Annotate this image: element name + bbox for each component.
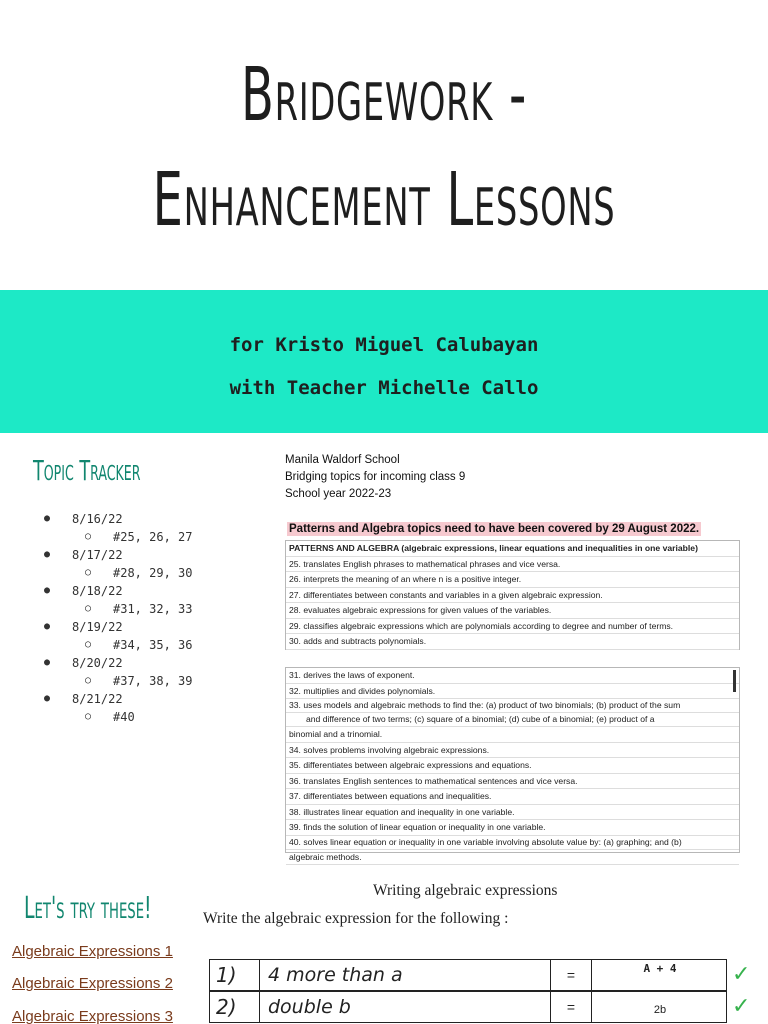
link-algebraic-expressions-3[interactable]: Algebraic Expressions 3 [12,1008,173,1024]
circle-bullet-icon: ○ [85,639,92,650]
tracker-items: ○ #37, 38, 39 [85,674,193,688]
topic-row: 33. uses models and algebraic methods to find the: (a) product of two binomials; (b) product of the sum [286,699,739,713]
check-icon: ✓ [732,961,751,986]
topic-row: 27. differentiates between constants and variables in a given algebraic expression. [286,588,739,604]
topic-row: binomial and a trinomial. [286,727,739,743]
circle-bullet-icon: ○ [85,567,92,578]
exercise-number: 1) [210,960,260,990]
tracker-items: ○ #31, 32, 33 [85,602,193,616]
check-icon: ✓ [732,993,751,1018]
scrollbar [733,670,736,692]
topic-row: 35. differentiates between algebraic expressions and equations. [286,758,739,774]
topic-row: 28. evaluates algebraic expressions for given values of the variables. [286,603,739,619]
equals-sign: = [550,960,592,990]
school-year: School year 2022-23 [285,488,392,500]
topic-row: 40. solves linear equation or inequality in one variable involving absolute value by: (a) graphing; and (b) [286,836,739,850]
topic-row: algebraic methods. [286,850,739,866]
topic-tracker-list [40,510,270,726]
circle-bullet-icon: ○ [85,603,92,614]
doc-subtitle: Bridging topics for incoming class 9 [285,471,466,483]
tracker-items: ○ #40 [85,710,135,724]
topics-table-1 [285,540,740,650]
exercise-row [209,959,727,991]
topics-table-2 [285,667,740,862]
topic-row: 26. interprets the meaning of an where n is a positive integer. [286,572,739,588]
tracker-date: ● 8/21/22 [44,692,123,706]
topic-row: 30. adds and subtracts polynomials. [286,634,739,650]
topic-tracker-heading: Topic Tracker [33,454,141,487]
topic-row: 37. differentiates between equations and inequalities. [286,789,739,805]
exercise-answer: A + 4 [643,962,677,975]
link-algebraic-expressions-1[interactable]: Algebraic Expressions 1 [12,943,173,960]
tracker-date: ● 8/19/22 [44,620,123,634]
link-algebraic-expressions-2[interactable]: Algebraic Expressions 2 [12,975,173,992]
exercise-instruction: Write the algebraic expression for the following : [203,910,509,927]
circle-bullet-icon: ○ [85,675,92,686]
bullet-icon: ● [44,621,51,632]
bullet-icon: ● [44,693,51,704]
exercise-phrase: 4 more than a [268,964,403,986]
circle-bullet-icon: ○ [85,531,92,542]
circle-bullet-icon: ○ [85,711,92,722]
bullet-icon: ● [44,657,51,668]
tracker-date: ● 8/16/22 [44,512,123,526]
page-title-line-2: Enhancement Lessons [152,157,616,243]
exercise-answer: 2b [653,1004,667,1016]
school-name: Manila Waldorf School [285,454,400,466]
tracker-items: ○ #25, 26, 27 [85,530,193,544]
tracker-date: ● 8/20/22 [44,656,123,670]
exercise-number: 2) [210,992,260,1022]
topics-table-header: PATTERNS AND ALGEBRA (algebraic expressions, linear equations and inequalities in one variable) [286,541,739,557]
topic-row: and difference of two terms; (c) square of a binomial; (d) cube of a binomial; (e) product of a [286,713,739,727]
title-block [0,0,768,290]
school-topics-document [285,452,745,862]
topic-row: 25. translates English phrases to mathematical phrases and vice versa. [286,557,739,573]
lets-try-heading: Let's try these! [24,891,152,926]
tracker-date: ● 8/18/22 [44,584,123,598]
topic-row: 38. illustrates linear equation and inequality in one variable. [286,805,739,821]
bullet-icon: ● [44,585,51,596]
page-title-line-1: Bridgework - [241,52,527,138]
banner-teacher-line: with Teacher Michelle Callo [229,377,539,399]
topic-row: 32. multiplies and divides polynomials. [286,684,739,700]
topic-row: 31. derives the laws of exponent. [286,668,739,684]
tracker-items: ○ #28, 29, 30 [85,566,193,580]
topic-row: 29. classifies algebraic expressions which are polynomials according to degree and number of terms. [286,619,739,635]
bullet-icon: ● [44,549,51,560]
exercise-row [209,991,727,1023]
equals-sign: = [550,992,592,1022]
topic-row: 36. translates English sentences to mathematical sentences and vice versa. [286,774,739,790]
topic-row: 34. solves problems involving algebraic expressions. [286,743,739,759]
bullet-icon: ● [44,513,51,524]
topic-row: 39. finds the solution of linear equation or inequality in one variable. [286,820,739,836]
tracker-items: ○ #34, 35, 36 [85,638,193,652]
tracker-date: ● 8/17/22 [44,548,123,562]
exercise-title: Writing algebraic expressions [373,882,558,899]
coverage-note: Patterns and Algebra topics need to have been covered by 29 August 2022. [289,523,700,535]
banner-student-line: for Kristo Miguel Calubayan [229,334,539,356]
student-banner [0,290,768,433]
exercise-worksheet [195,870,768,1024]
exercise-phrase: double b [268,996,351,1018]
